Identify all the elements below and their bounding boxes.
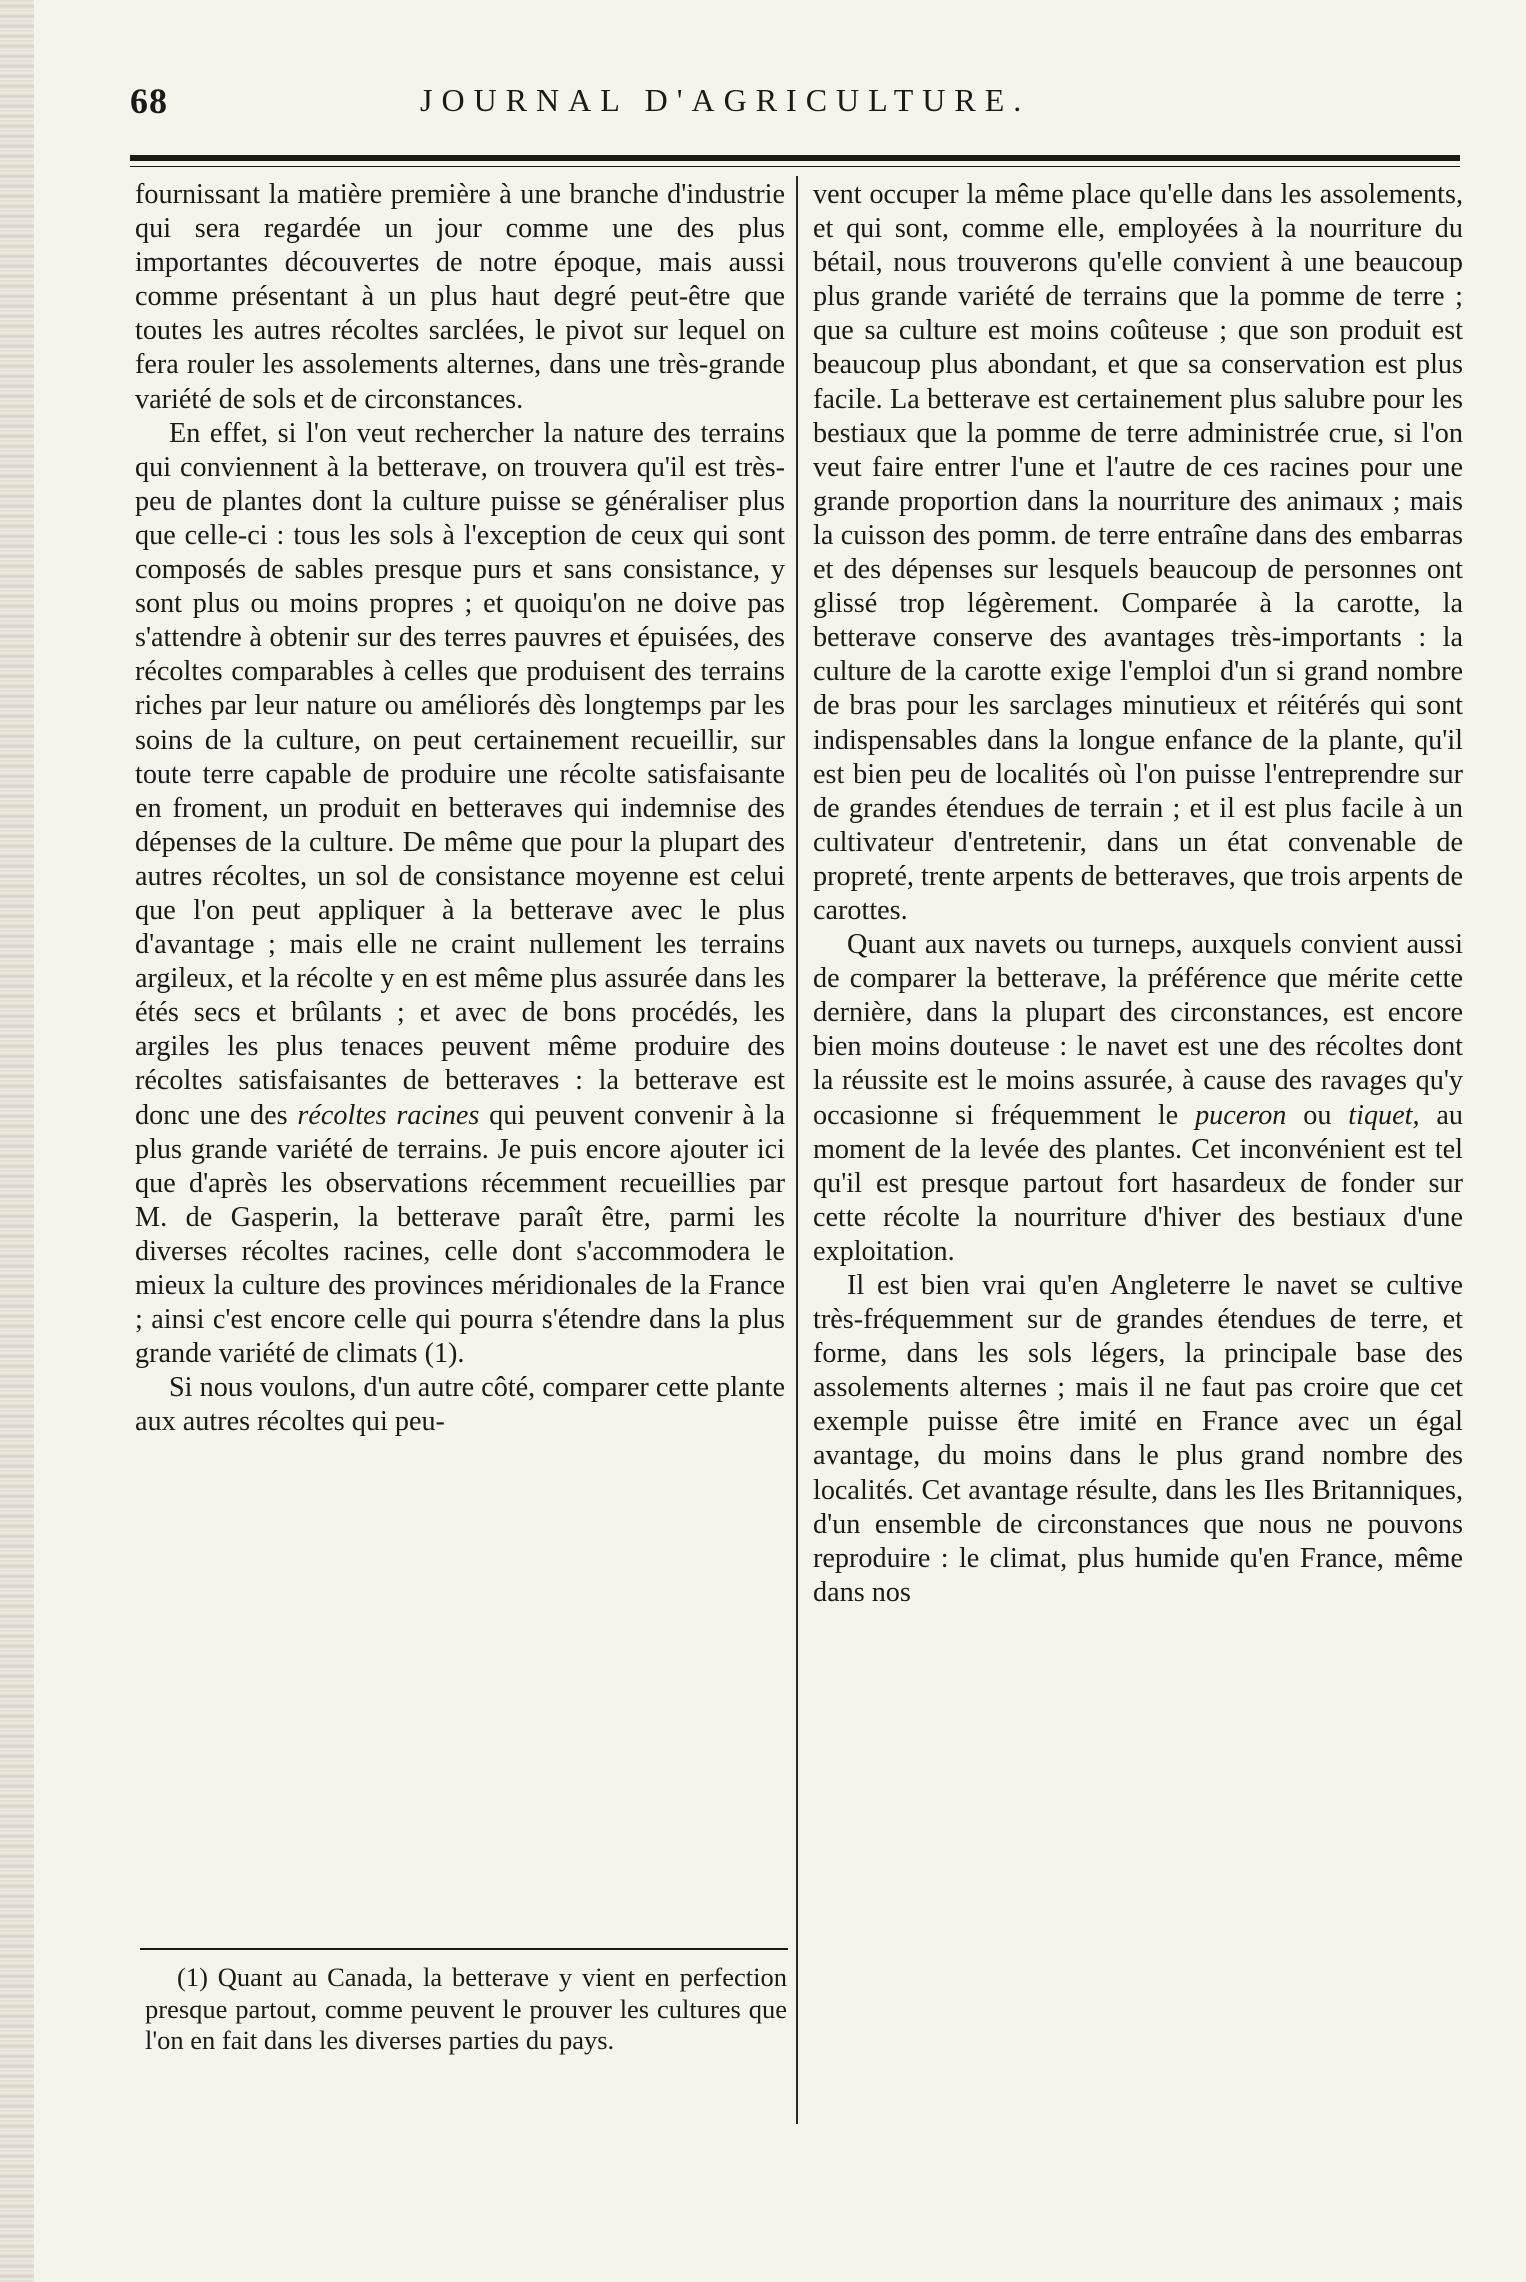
- header-rule-thin: [130, 166, 1460, 167]
- left-paragraph-2-text: En effet, si l'on veut rechercher la nature des terrains qui conviennent à la betterave, on trouvera qu'il est très-peu de plantes dont la culture puisse se généraliser plus que celle-ci : tous les sols à l'exception de ceux qui sont composés de sables presque purs et sans consistance, y sont plus ou moins propres ; et quoiqu'on ne doive pas s'attendre à obtenir sur des terres pauvres et épuisées, des récoltes comparables à celles que produisent des terrains riches par leur nature ou améliorés dès longtemps par les soins de la culture, on peut certainement recueillir, sur toute terre capable de produire une récolte satisfaisante en froment, un produit en betteraves qui indemnise des dépenses de la culture. De même que pour la plupart des autres récoltes, un sol de consistance moyenne est celui que l'on peut appliquer à la betterave avec le plus d'avantage ; mais elle ne craint nullement les terrains argileux, et la récolte y en est même plus assurée dans les étés secs et brûlants ; et avec de bons procédés, les argiles les plus tenaces peuvent même produire des récoltes satisfaisantes de betteraves : la betterave est donc une des: [135, 417, 785, 1131]
- left-column: [135, 178, 785, 1439]
- footnote-text: (1) Quant au Canada, la betterave y vient en perfection presque partout, comme peuvent le prouver les cultures que l'on en fait dans les diverses parties du pays.: [145, 1962, 787, 2055]
- right-paragraph-2-text: Quant aux navets ou turneps, auxquels convient aussi de comparer la betterave, la préférence que mérite cette dernière, dans la plupart des circonstances, est encore bien moins douteuse : le navet est une des récoltes dont la réussite est le moins assurée, à cause des ravages qu'y occasionne si fréquemment le: [813, 929, 1463, 1131]
- right-paragraph-1: vent occuper la même place qu'elle dans les assolements, et qui sont, comme elle, employées à la nourriture du bétail, nous trouverons qu'elle convient à une beaucoup plus grande variété de terrains que la pomme de terre ; que sa culture est moins coûteuse ; que son produit est beaucoup plus abondant, et que sa conservation est plus facile. La betterave est certainement plus salubre pour les bestiaux que la pomme de terre administrée crue, si l'on veut faire entrer l'une et l'autre de ces racines pour une grande proportion dans la nourriture des animaux ; mais la cuisson des pomm. de terre entraîne dans des embarras et des dépenses sur lesquels beaucoup de personnes ont glissé trop légèrement. Comparée à la carotte, la betterave conserve des avantages très-importants : la culture de la carotte exige l'emploi d'un si grand nombre de bras pour les sarclages minutieux et réitérés qui sont indispensables dans la longue enfance de la plante, qu'il est bien peu de localités où l'on puisse l'entreprendre sur de grandes étendues de terrain ; et il est plus facile à un cultivateur d'entretenir, dans un état convenable de propreté, trente arpents de betteraves, que trois arpents de carottes.: [813, 179, 1463, 926]
- running-title: JOURNAL D'AGRICULTURE.: [420, 82, 1031, 118]
- left-paragraph-3: Si nous voulons, d'un autre côté, comparer cette plante aux autres récoltes qui peu-: [135, 1372, 785, 1438]
- right-italic-tiquet: tiquet,: [1348, 1099, 1420, 1131]
- scan-edge: [0, 0, 34, 2282]
- right-paragraph-2-tail: au moment de la levée des plantes. Cet inconvénient est tel qu'il est presque partout fort hasardeux de fonder sur cette récolte la nourriture d'hiver des bestiaux d'une exploitation.: [813, 1099, 1464, 1267]
- right-paragraph-3: Il est bien vrai qu'en Angleterre le navet se cultive très-fréquemment sur de grandes étendues de terre, et forme, dans les sols légers, la principale base des assolements alternes ; mais il ne faut pas croire que cet exemple puisse être imité en France avec un égal avantage, du moins dans le plus grand nombre des localités. Cet avantage résulte, dans les Iles Britanniques, d'un ensemble de circonstances que nous ne pouvons reproduire : le climat, plus humide qu'en France, même dans nos: [813, 1270, 1463, 1608]
- header-rule-thick: [130, 155, 1460, 161]
- footnote: [145, 1962, 787, 2057]
- left-paragraph-2-tail: qui peuvent convenir à la plus grande variété de terrains. Je puis encore ajouter ici que d'après les observations récemment recueillies par M. de Gasperin, la betterave paraît être, parmi les diverses récoltes racines, celle dont s'accommodera le mieux la culture des provinces méridionales de la France ; ainsi c'est encore celle qui pourra s'étendre dans la plus grande variété de climats (1).: [135, 1099, 785, 1370]
- column-divider: [796, 176, 798, 2124]
- right-column: [813, 178, 1463, 1610]
- left-italic-phrase: récoltes racines: [297, 1099, 480, 1131]
- left-paragraph-2: [135, 417, 785, 1372]
- right-paragraph-2-middle: ou: [1286, 1099, 1349, 1131]
- left-paragraph-1: fournissant la matière première à une branche d'industrie qui sera regardée un jour comme une des plus importantes découvertes de notre époque, mais aussi comme présentant à un plus haut degré peut-être que toutes les autres récoltes sarclées, le pivot sur lequel on fera rouler les assolements alternes, dans une très-grande variété de sols et de circonstances.: [135, 179, 785, 415]
- page-header: [130, 80, 1460, 130]
- right-italic-puceron: puceron: [1195, 1099, 1287, 1131]
- right-paragraph-2: [813, 928, 1463, 1269]
- footnote-rule: [140, 1948, 788, 1950]
- page-number: 68: [130, 81, 168, 121]
